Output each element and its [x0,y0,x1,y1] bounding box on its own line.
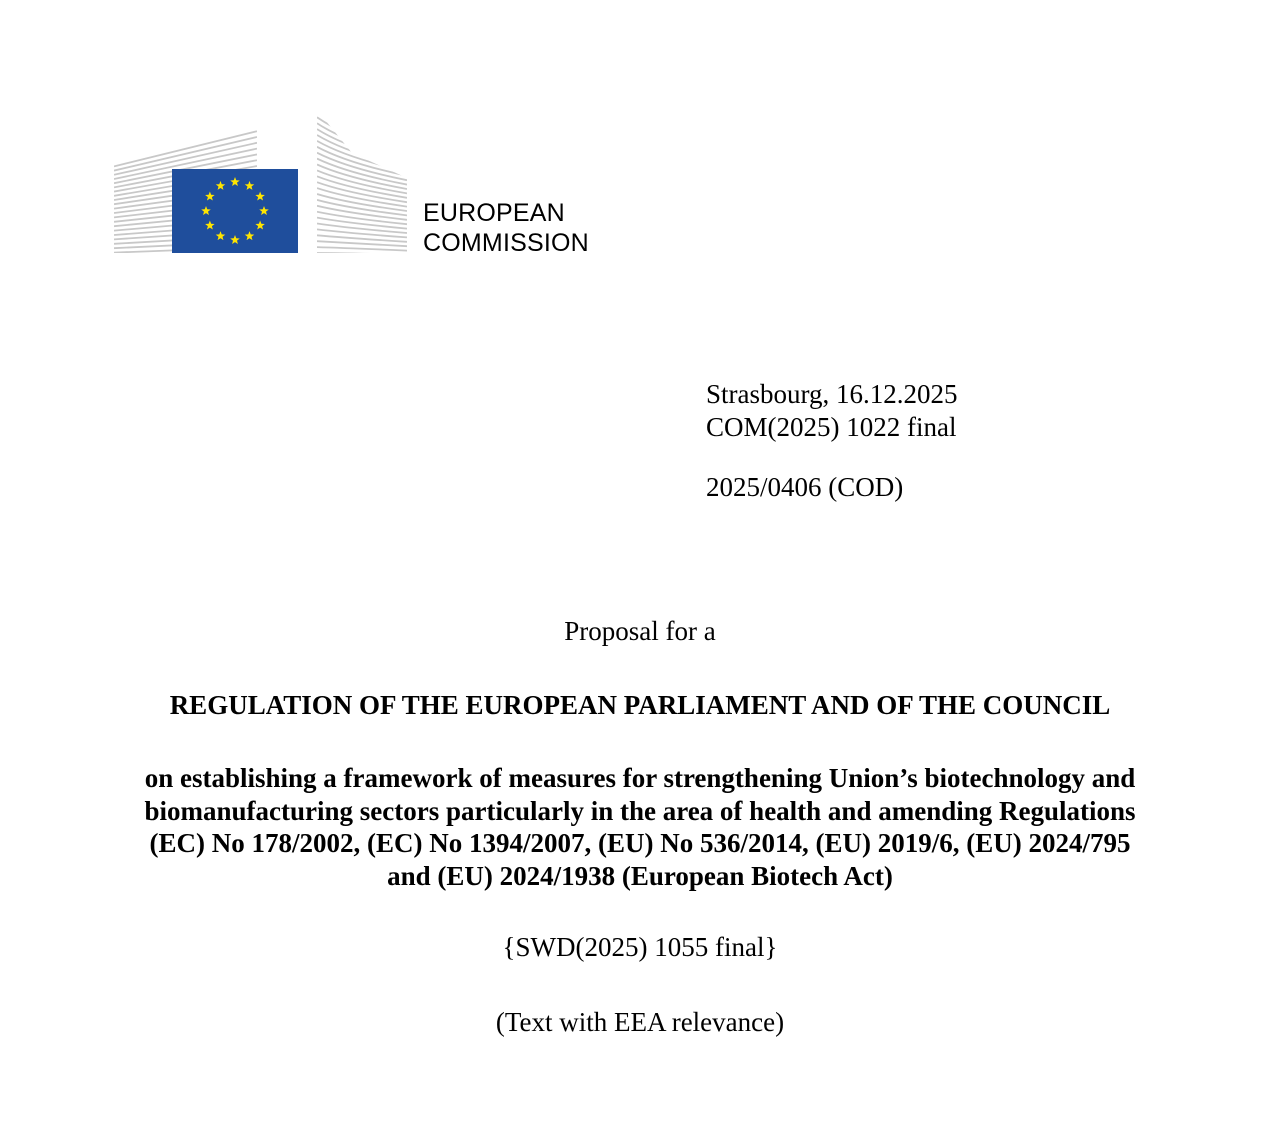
document-number: COM(2025) 1022 final [706,412,957,442]
document-subject-line: biomanufacturing sectors particularly in the area of health and amending Regulations [144,795,1136,826]
eea-relevance-note: (Text with EEA relevance) [495,1007,785,1037]
organisation-name-line2: COMMISSION [423,229,589,257]
building-line [114,131,257,166]
building-line [317,147,407,176]
document-subject-line: and (EU) 2024/1938 (European Biotech Act) [387,860,893,891]
building-line [317,200,407,216]
organisation-name-line1: EUROPEAN [423,199,565,227]
building-line [317,141,407,172]
building-line [317,241,407,246]
place-date: Strasbourg, 16.12.2025 [706,379,958,409]
procedure-number: 2025/0406 (COD) [706,472,904,502]
organisation-name [423,198,589,258]
european-commission-logo-icon [112,108,412,258]
building-line [317,129,407,163]
building-line [317,247,407,251]
document-subject-line: (EC) No 178/2002, (EC) No 1394/2007, (EU) No 536/2014, (EU) 2019/6, (EU) 2024/795 [149,828,1131,858]
proposal-for-label: Proposal for a [564,616,716,646]
building-line [317,253,407,255]
document-type-heading: REGULATION OF THE EUROPEAN PARLIAMENT AND OF THE COUNCIL [169,690,1111,720]
building-line [114,253,257,257]
document-subject-line: on establishing a framework of measures for strengthening Union’s biotechnology and [144,763,1136,793]
european-commission-logo [112,108,412,258]
reference-block [706,378,958,504]
building-right-graphic [317,117,407,255]
related-document-reference: {SWD(2025) 1055 final} [502,932,778,962]
document-subject [100,762,1180,892]
building-line [317,135,407,167]
